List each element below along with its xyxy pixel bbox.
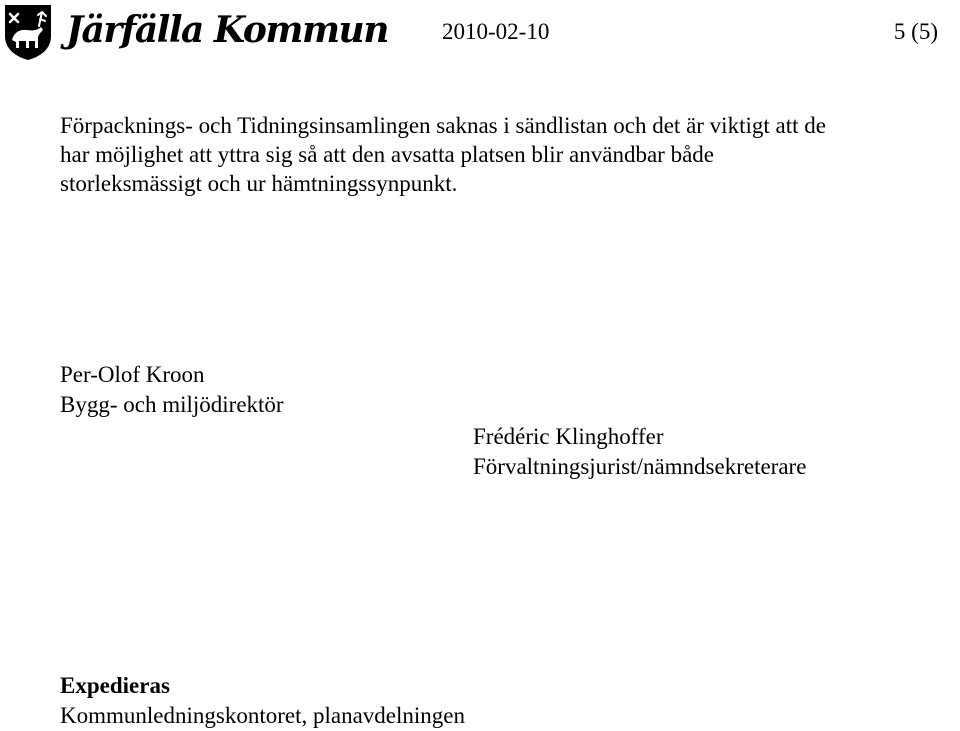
- paragraph-line: har möjlighet att yttra sig så att den avsatta platsen blir användbar både: [60, 142, 715, 167]
- signatory-title: Förvaltningsjurist/nämndsekreterare: [473, 454, 807, 479]
- signatory-title: Bygg- och miljödirektör: [60, 392, 284, 417]
- paragraph-line: storleksmässigt och ur hämtningssynpunkt.: [60, 171, 458, 196]
- distribution-block: [60, 671, 465, 731]
- municipal-crest-icon: [2, 2, 54, 62]
- signature-block-right: [473, 422, 806, 482]
- page-header: [0, 0, 960, 70]
- signature-block-left: [60, 360, 284, 420]
- signatory-name: Per-Olof Kroon: [60, 362, 205, 387]
- page-number: 5 (5): [893, 19, 938, 44]
- distribution-recipients: Kommunledningskontoret, planavdelningen: [60, 703, 465, 728]
- document-date: 2010-02-10: [442, 19, 550, 44]
- signatory-name: Frédéric Klinghoffer: [473, 424, 664, 449]
- paragraph-line: Förpacknings- och Tidningsinsamlingen saknas i sändlistan och det är viktigt att de: [60, 113, 826, 138]
- body-paragraph: [60, 111, 950, 198]
- distribution-heading: Expedieras: [60, 673, 170, 698]
- municipality-logo-text: Järfälla Kommun: [66, 9, 388, 51]
